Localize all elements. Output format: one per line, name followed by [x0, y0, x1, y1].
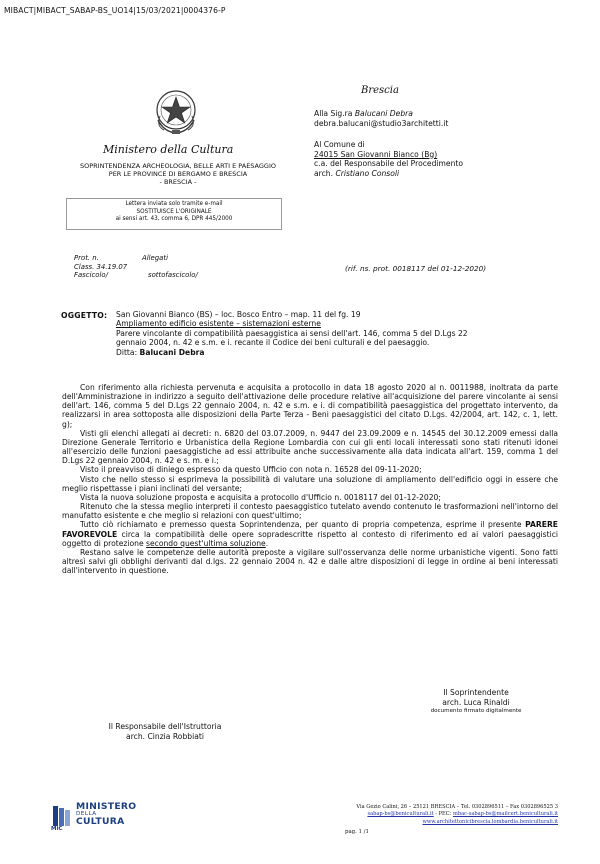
subject-location [116, 310, 556, 319]
prot-label: Prot. n. [74, 254, 99, 262]
subject-title: Ampliamento edificio esistente – sistemazioni esterne [116, 319, 321, 329]
place-name: Brescia [361, 85, 399, 96]
pec-link[interactable]: mbac-sabap-bs@mailcert.beniculturali.it [453, 811, 558, 818]
signature-name: arch. Luca Rinaldi [442, 697, 510, 707]
location-text: (BS) – loc. [194, 310, 237, 319]
office-line: - BRESCIA - [159, 178, 197, 187]
officer-name: Cristiano Consoli [335, 168, 400, 178]
reference-protocol: (rif. ns. prot. 0018117 del 01-12-2020) [345, 264, 487, 273]
website-link[interactable]: www.architettonicibrescia.lombardia.beniculturali.it [422, 818, 558, 825]
subject-line: Parere vincolante di compatibilità paesaggistica ai sensi dell'art. 146, comma 5 del D.Lgs 22 [116, 328, 468, 338]
office-line: PER LE PROVINCE DI BERGAMO E BRESCIA [108, 170, 248, 179]
pec-label: - PEC: [433, 811, 453, 818]
body-paragraph: Vista la nuova soluzione proposta e acquisita a protocollo d'Ufficio n. 0018117 del 01-12-2020; [80, 492, 441, 502]
ministry-logo-text [76, 802, 136, 827]
subject-label: OGGETTO: [61, 311, 108, 320]
email-link[interactable]: sabap-bs@beniculturali.it [367, 811, 434, 818]
page-number: pag. 1 /1 [345, 829, 369, 835]
ministry-logo-icon [52, 804, 72, 828]
recipient-email: debra.balucani@studio3architetti.it [314, 118, 449, 128]
opinion-text: Tutto ciò richiamato e premesso questa Soprintendenza, per quanto di propria competenza, esprime il presente [80, 520, 526, 530]
body-paragraph: Restano salve le competenze delle autorità preposte a vigilare sull'osservanza delle norme urbanistiche vigenti. Sono fatti altresì salvi gli obblighi derivanti dal d.lgs. 22 gennaio 2004 n. 42 e dalle altre disposizioni di legge in ordine ai beni interessati dall'intervento in questione. [62, 547, 558, 576]
body-paragraph: Con riferimento alla richiesta pervenuta e acquisita a protocollo in data 18 agosto 2020 al n. 0011988, inoltrata da parte dell'Amministrazione in indirizzo a seguito dell'attivazione delle procedure relative all'acquisizione del parere vincolante ai sensi dell'art. 146, comma 5 del D.Lgs 22 gennaio 2004, n. 42 e s.m. e i. di compatibilità paesaggistica del progettato intervento, da realizzarsi in area sottoposta alle disposizioni della Parte Terza - Beni paesaggistici del citato D.Lgs. 42/2004, art. 142, c. 1, lett. g); [62, 383, 558, 429]
class-label: Class. 34.19.07 [74, 262, 128, 271]
body-paragraph: Visto il preavviso di diniego espresso da questo Ufficio con nota n. 16528 del 09-11-2020; [80, 465, 422, 475]
officer-signature [90, 722, 240, 741]
body-paragraph: Ritenuto che la stessa meglio interpreti il contesto paesaggistico tutelato avendo contenuto le trasformazioni nell'intorno del manufatto esistente e che meglio si relazioni con quest'ultimo; [62, 502, 558, 521]
location-map: 11 [312, 310, 323, 319]
footer-contacts [318, 804, 558, 826]
location-sheet: 19 [350, 310, 361, 319]
office-name [58, 162, 298, 187]
recipient-prefix: Alla Sig.ra [314, 109, 355, 118]
digital-signature-note: documento firmato digitalmente [430, 708, 522, 715]
recipient-name: Balucani Debra [354, 109, 413, 118]
signature-name: arch. Cinzia Robbiati [126, 731, 204, 741]
location-locality: Bosco Entro [236, 310, 283, 319]
protocol-block [74, 254, 198, 280]
protocol-stamp: MIBACT|MIBACT_SABAP-BS_UO14|15/03/2021|0004376-P [4, 6, 226, 15]
allegati-label: Allegati [142, 254, 168, 262]
logo-line: CULTURA [76, 816, 125, 828]
footer-address: Via Gezio Calini, 26 – 25121 BRESCIA – Tel. 0302896511 – Fax 0302896525 3 [356, 804, 558, 810]
sottofascicolo-label: sottofascicolo/ [148, 271, 198, 280]
letter-body [62, 383, 558, 575]
recipient-municipality [314, 140, 463, 178]
logo-abbrev: MiC [51, 826, 63, 832]
signature-title: Il Soprintendente [443, 688, 509, 697]
municipality-line: Al Comune di [314, 140, 365, 149]
municipality-address: 24015 San Giovanni Bianco (Bg) [314, 149, 438, 159]
superintendent-signature [421, 688, 531, 716]
email-notice-box [66, 198, 282, 230]
notice-line: SOSTITUISCE L'ORIGINALE [136, 208, 212, 215]
opinion-text: . [265, 538, 269, 548]
municipality-line: c.a. del Responsabile del Procedimento [314, 159, 464, 169]
subject-line: gennaio 2004, n. 42 e s.m. e i. recante il Codice dei beni culturali e del paesaggio. [116, 338, 430, 348]
body-paragraph: Visto che nello stesso si esprimeva la possibilità di valutare una soluzione di ampliamento dell'edificio oggi in essere che meglio rispettasse i piani inclinati del versante; [62, 474, 558, 493]
ditta-name: Balucani Debra [139, 347, 205, 357]
logo-line: DELLA [76, 811, 97, 818]
office-line: SOPRINTENDENZA ARCHEOLOGIA, BELLE ARTI E PAESAGGIO [79, 162, 276, 170]
ditta-label: Ditta: [116, 347, 140, 357]
republic-emblem [150, 86, 202, 138]
fascicolo-label: Fascicolo/ [74, 271, 108, 280]
location-text: del fg. [322, 310, 351, 319]
opinion-text: circa la compatibilità delle opere sopradescritte rispetto al contesto di riferimento ed ai valori paesaggistici oggetto di protezione [62, 529, 558, 548]
subject-ditta [116, 348, 556, 357]
signature-title: Il Responsabile dell'Istruttoria [108, 722, 222, 731]
location-town: San Giovanni Bianco [116, 310, 195, 319]
logo-line: MINISTERO [76, 801, 137, 812]
location-text: – map. [282, 310, 313, 319]
notice-line: ai sensi art. 43, comma 6, DPR 445/2000 [115, 216, 233, 222]
officer-prefix: arch. [314, 168, 336, 178]
ministry-script-heading: Ministero della Cultura [103, 143, 234, 156]
body-paragraph-opinion [62, 520, 558, 547]
notice-line: Lettera inviata solo tramite e-mail [125, 201, 223, 207]
recipient-private [314, 109, 448, 128]
favorable-opinion: PARERE FAVOREVOLE [62, 520, 558, 539]
body-paragraph: Visti gli elenchi allegati ai decreti: n. 6820 del 03.07.2009, n. 9447 del 23.09.2009 e n. 14545 del 30.12.2009 emessi dalla Direzione Generale Territorio e Urbanistica della Regione Lombardia con cui gli enti locali interessati sono stati ritenuti idonei all'esercizio delle funzioni paesaggistiche ad essi attribuite anche successivamente alla data indicata all'art. 159, comma 1 del D.Lgs 22 gennaio 2004, n. 42 e s. m. e i.; [62, 428, 558, 466]
opinion-condition: secondo quest'ultima soluzione [146, 538, 266, 548]
subject-block [116, 310, 556, 357]
